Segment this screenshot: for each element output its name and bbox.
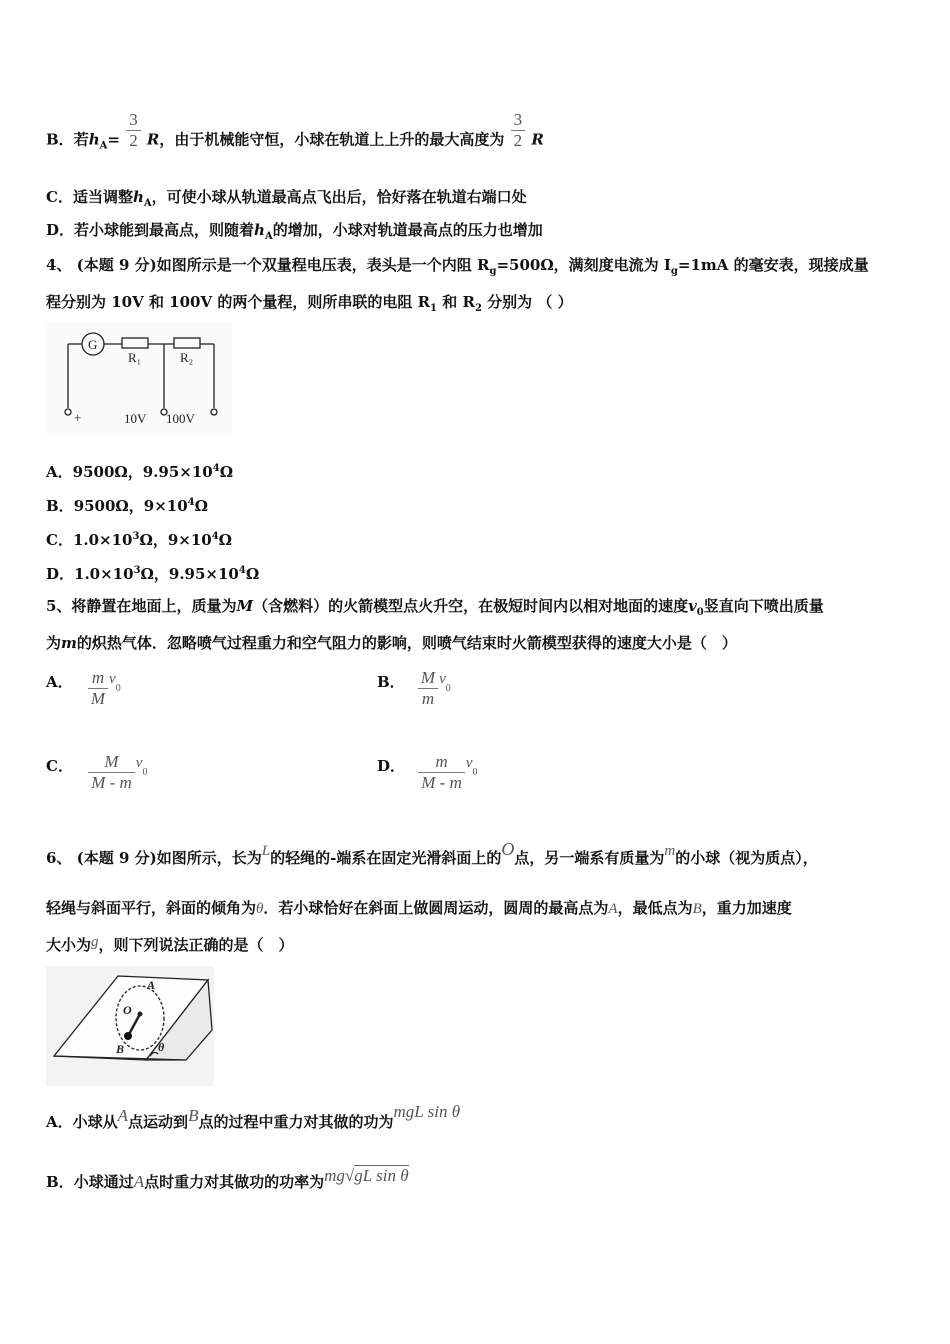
voltmeter-circuit-figure — [46, 322, 232, 436]
label-a: A — [147, 978, 156, 992]
fraction-three-halves: $\frac{3}{2}$ — [126, 110, 141, 151]
q4-option-c: C．$1.0\times 10^3\Omega$，$9\times 10^4\Omega$ — [46, 531, 233, 549]
q6-option-b: B．小球通过A点时重力对其做功的功率为mg√gL sin θ — [46, 1166, 409, 1191]
q4-stem-line1: 4、 (本题 9 分)如图所示是一个双量程电压表，表头是一个内阻 $R_g=500\Omega$，满刻度电流为 $I_g=1mA$ 的毫安表，现接成量 — [46, 256, 869, 277]
fraction-three-halves-2: $\frac{3}{2}$ — [511, 110, 526, 151]
incline-circle-figure — [46, 966, 214, 1086]
q3-option-c: C．适当调整$h_A$，可使小球从轨道最高点飞出后，恰好落在轨道右端口处 — [46, 188, 527, 209]
q4-option-a: A．9500Ω，$9.95\times 10^4\Omega$ — [46, 463, 234, 481]
pivot-point-o — [138, 1012, 143, 1017]
label-theta: θ — [158, 1040, 165, 1054]
q6-stem-line1: 6、 (本题 9 分)如图所示，长为L的轻绳的-端系在固定光滑斜面上的O点，另一端系有质量为m的小球（视为质点）， — [46, 839, 818, 867]
10v-label: 10V — [124, 411, 147, 426]
100v-label: 100V — [166, 411, 195, 426]
ball — [124, 1032, 132, 1040]
q3-option-b: B．若$h_A=$ $\frac{3}{2}$ R，由于机械能守恒，小球在轨道上上升的最大高度为 $\frac{3}{2}$ R — [46, 110, 544, 152]
q5-option-a: A． $\frac{m}{M}$ v0 — [46, 668, 121, 708]
q4-option-b: B．9500Ω，$9\times 10^4\Omega$ — [46, 497, 208, 515]
r2-label: R₂ — [180, 350, 194, 365]
q5-option-d: D． $\frac{m}{M - m}$ v0 — [377, 752, 478, 792]
q5-stem-line1: 5、将静置在地面上，质量为M（含燃料）的火箭模型点火升空，在极短时间内以相对地面的速度$v_0$竖直向下喷出质量 — [46, 597, 824, 618]
q5-option-c: C． $\frac{M}{M - m}$ v0 — [46, 752, 148, 792]
q4-stem-line2: 程分别为 10V 和 100V 的两个量程，则所串联的电阻 $R_1$ 和 $R_2$ 分别为 （ ） — [46, 293, 573, 314]
q5-stem-line2: 为m的炽热气体．忽略喷气过程重力和空气阻力的影响，则喷气结束时火箭模型获得的速度大小是（ ） — [46, 634, 737, 652]
label-b: B — [116, 1042, 125, 1056]
q6-option-a: A．小球从A点运动到B点的过程中重力对其做的功为mgL sin θ — [46, 1102, 461, 1131]
q3-option-d: D．若小球能到最高点，则随着$h_A$的增加，小球对轨道最高点的压力也增加 — [46, 221, 543, 242]
q6-stem-line3: 大小为g，则下列说法正确的是（ ） — [46, 934, 294, 954]
plus-label: + — [74, 410, 82, 425]
label-o: O — [123, 1003, 132, 1017]
q4-option-d: D．$1.0\times 10^3\Omega$，$9.95\times 10^4\Omega$ — [46, 565, 260, 583]
r1-label: R₁ — [128, 350, 142, 365]
q6-stem-line2: 轻绳与斜面平行，斜面的倾角为θ．若小球恰好在斜面上做圆周运动，圆周的最高点为A，最低点为B，重力加速度 — [46, 899, 792, 917]
q5-option-b: B． $\frac{M}{m}$ v0 — [377, 668, 451, 708]
galvanometer-label: G — [88, 337, 98, 352]
